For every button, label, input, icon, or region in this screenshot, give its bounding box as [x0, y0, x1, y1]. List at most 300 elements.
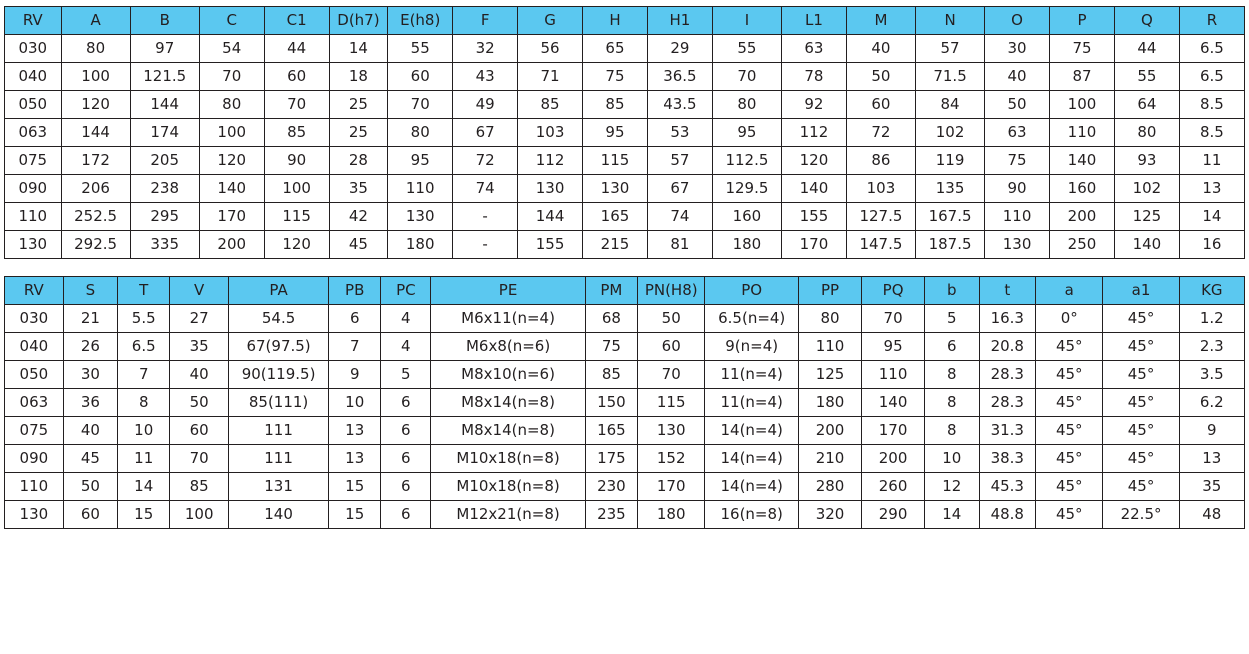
table-cell: 60: [170, 417, 229, 445]
table-cell: 174: [130, 119, 199, 147]
table-cell: 45°: [1103, 417, 1179, 445]
table-cell: 180: [638, 501, 705, 529]
table-cell: 10: [118, 417, 170, 445]
table-cell: 45: [63, 445, 117, 473]
table-cell: 4: [381, 305, 431, 333]
table-cell: 7: [118, 361, 170, 389]
table-cell: 111: [229, 417, 329, 445]
table-cell: 85: [583, 91, 648, 119]
table-cell: 090: [5, 445, 64, 473]
table-cell: 147.5: [846, 231, 915, 259]
table-cell: 187.5: [916, 231, 985, 259]
table-cell: -: [453, 231, 518, 259]
table-cell: 115: [583, 147, 648, 175]
table-2-header-cell: PQ: [862, 277, 925, 305]
table-cell: 40: [985, 63, 1050, 91]
table-cell: 60: [264, 63, 329, 91]
table-cell: 112.5: [712, 147, 781, 175]
table-cell: 075: [5, 417, 64, 445]
table-cell: 28.3: [979, 361, 1036, 389]
table-cell: 75: [985, 147, 1050, 175]
table-cell: 5: [925, 305, 979, 333]
table-cell: 60: [846, 91, 915, 119]
table-2-header-cell: PN(H8): [638, 277, 705, 305]
table-cell: 110: [798, 333, 861, 361]
table-cell: 125: [1114, 203, 1179, 231]
table-cell: 11: [1179, 147, 1244, 175]
table-row: [5, 501, 1245, 529]
table-cell: 6: [381, 501, 431, 529]
table-cell: 70: [388, 91, 453, 119]
table-1-header-cell: D(h7): [329, 7, 388, 35]
table-cell: 115: [638, 389, 705, 417]
table-1-header-cell: P: [1050, 7, 1115, 35]
table-cell: 125: [798, 361, 861, 389]
table-cell: M8x14(n=8): [431, 389, 585, 417]
table-cell: 16.3: [979, 305, 1036, 333]
table-cell: 13: [1179, 445, 1244, 473]
table-cell: 131: [229, 473, 329, 501]
table-cell: 50: [63, 473, 117, 501]
table-cell: 67(97.5): [229, 333, 329, 361]
table-cell: 130: [985, 231, 1050, 259]
table-cell: 210: [798, 445, 861, 473]
table-cell: 100: [199, 119, 264, 147]
table-row: [5, 231, 1245, 259]
table-cell: 16(n=8): [705, 501, 799, 529]
table-cell: 6.5: [1179, 63, 1244, 91]
table-cell: 28.3: [979, 389, 1036, 417]
table-cell: 85: [585, 361, 637, 389]
table-cell: 167.5: [916, 203, 985, 231]
table-cell: 95: [583, 119, 648, 147]
table-cell: 100: [264, 175, 329, 203]
table-2-header-cell: V: [170, 277, 229, 305]
table-cell: 6: [381, 445, 431, 473]
table-cell: 144: [518, 203, 583, 231]
table-cell: 29: [647, 35, 712, 63]
table-cell: 238: [130, 175, 199, 203]
table-cell: 92: [781, 91, 846, 119]
table-cell: M6x8(n=6): [431, 333, 585, 361]
table-cell: 170: [638, 473, 705, 501]
table-cell: 6: [925, 333, 979, 361]
table-cell: 63: [781, 35, 846, 63]
table-cell: 57: [916, 35, 985, 63]
table-cell: 85: [170, 473, 229, 501]
table-cell: 45°: [1036, 389, 1103, 417]
table-row: [5, 305, 1245, 333]
table-cell: 6.2: [1179, 389, 1244, 417]
table-cell: 43: [453, 63, 518, 91]
table-cell: 70: [638, 361, 705, 389]
table-cell: 120: [264, 231, 329, 259]
table-cell: 9: [329, 361, 381, 389]
table-cell: 6.5: [118, 333, 170, 361]
table-cell: 72: [453, 147, 518, 175]
table-1-header-cell: N: [916, 7, 985, 35]
table-cell: 140: [1114, 231, 1179, 259]
table-cell: 72: [846, 119, 915, 147]
table-row: [5, 389, 1245, 417]
table-cell: 180: [712, 231, 781, 259]
table-row: [5, 35, 1245, 63]
table-cell: 85(111): [229, 389, 329, 417]
table-cell: 030: [5, 305, 64, 333]
table-cell: 45°: [1103, 361, 1179, 389]
table-cell: 280: [798, 473, 861, 501]
table-cell: 2.3: [1179, 333, 1244, 361]
table-cell: 320: [798, 501, 861, 529]
table-cell: 31.3: [979, 417, 1036, 445]
table-1-header-cell: R: [1179, 7, 1244, 35]
table-cell: 200: [862, 445, 925, 473]
table-cell: 112: [518, 147, 583, 175]
table-cell: 13: [329, 445, 381, 473]
table-cell: 80: [199, 91, 264, 119]
table-cell: 170: [862, 417, 925, 445]
table-cell: 45°: [1036, 473, 1103, 501]
table-cell: 150: [585, 389, 637, 417]
table-cell: 93: [1114, 147, 1179, 175]
table-cell: 67: [453, 119, 518, 147]
table-cell: 60: [638, 333, 705, 361]
table-cell: 45°: [1103, 389, 1179, 417]
table-cell: 8.5: [1179, 119, 1244, 147]
table-cell: 70: [199, 63, 264, 91]
table-1-header-cell: H: [583, 7, 648, 35]
table-cell: 175: [585, 445, 637, 473]
table-cell: 70: [264, 91, 329, 119]
table-cell: 65: [583, 35, 648, 63]
table-cell: 75: [583, 63, 648, 91]
table-row: [5, 91, 1245, 119]
table-1-header-cell: M: [846, 7, 915, 35]
table-cell: 100: [61, 63, 130, 91]
table-cell: 040: [5, 63, 62, 91]
table-cell: 64: [1114, 91, 1179, 119]
table-cell: 252.5: [61, 203, 130, 231]
table-cell: 40: [170, 361, 229, 389]
table-2-header-cell: t: [979, 277, 1036, 305]
table-cell: 102: [1114, 175, 1179, 203]
table-2-header-cell: RV: [5, 277, 64, 305]
table-2-header-cell: PM: [585, 277, 637, 305]
table-cell: 54.5: [229, 305, 329, 333]
table-cell: 90: [264, 147, 329, 175]
table-cell: 75: [585, 333, 637, 361]
table-2-header-cell: PC: [381, 277, 431, 305]
table-cell: 71.5: [916, 63, 985, 91]
table-cell: 84: [916, 91, 985, 119]
table-cell: 74: [647, 203, 712, 231]
table-cell: 180: [388, 231, 453, 259]
table-cell: 28: [329, 147, 388, 175]
table-2-header-cell: PO: [705, 277, 799, 305]
table-2-header-cell: PB: [329, 277, 381, 305]
table-cell: 22.5°: [1103, 501, 1179, 529]
table-cell: 75: [1050, 35, 1115, 63]
table-cell: 44: [1114, 35, 1179, 63]
table-cell: 0°: [1036, 305, 1103, 333]
table-cell: 112: [781, 119, 846, 147]
table-cell: 075: [5, 147, 62, 175]
table-cell: 50: [846, 63, 915, 91]
table-1-header-cell: G: [518, 7, 583, 35]
table-cell: 30: [985, 35, 1050, 63]
table-cell: 250: [1050, 231, 1115, 259]
table-cell: 206: [61, 175, 130, 203]
table-cell: 25: [329, 119, 388, 147]
table-cell: 90(119.5): [229, 361, 329, 389]
table-cell: 200: [199, 231, 264, 259]
table-cell: 9(n=4): [705, 333, 799, 361]
table-cell: 70: [170, 445, 229, 473]
table-cell: 45°: [1103, 473, 1179, 501]
table-cell: 4: [381, 333, 431, 361]
table-cell: 8: [925, 361, 979, 389]
table-cell: 13: [329, 417, 381, 445]
table-cell: 45°: [1036, 361, 1103, 389]
table-cell: 130: [5, 501, 64, 529]
table-cell: 14(n=4): [705, 473, 799, 501]
table-cell: 165: [585, 417, 637, 445]
table-cell: 170: [781, 231, 846, 259]
table-cell: 110: [862, 361, 925, 389]
table-cell: M8x10(n=6): [431, 361, 585, 389]
table-cell: 130: [638, 417, 705, 445]
table-2-header-row: [5, 277, 1245, 305]
table-1-header-row: [5, 7, 1245, 35]
table-cell: 130: [5, 231, 62, 259]
table-2-header-cell: PA: [229, 277, 329, 305]
table-cell: 6: [381, 417, 431, 445]
table-cell: 030: [5, 35, 62, 63]
table-cell: 60: [388, 63, 453, 91]
table-cell: 43.5: [647, 91, 712, 119]
table-cell: 35: [170, 333, 229, 361]
table-cell: 160: [712, 203, 781, 231]
table-1-header-cell: L1: [781, 7, 846, 35]
table-cell: 230: [585, 473, 637, 501]
table-cell: 11: [118, 445, 170, 473]
table-cell: 172: [61, 147, 130, 175]
table-cell: 54: [199, 35, 264, 63]
table-cell: 180: [798, 389, 861, 417]
table-row: [5, 119, 1245, 147]
table-cell: 25: [329, 91, 388, 119]
table-cell: 36.5: [647, 63, 712, 91]
table-cell: 87: [1050, 63, 1115, 91]
table-cell: 6: [381, 389, 431, 417]
table-cell: 050: [5, 361, 64, 389]
table-cell: 70: [712, 63, 781, 91]
table-row: [5, 63, 1245, 91]
table-cell: 27: [170, 305, 229, 333]
table-1-header-cell: C1: [264, 7, 329, 35]
dimensions-table-2: [4, 276, 1245, 529]
table-cell: 85: [518, 91, 583, 119]
table-cell: 14: [925, 501, 979, 529]
table-cell: 103: [846, 175, 915, 203]
table-cell: 8.5: [1179, 91, 1244, 119]
table-1-header-cell: RV: [5, 7, 62, 35]
table-cell: 102: [916, 119, 985, 147]
table-cell: 80: [61, 35, 130, 63]
table-row: [5, 417, 1245, 445]
table-1-header-cell: H1: [647, 7, 712, 35]
table-row: [5, 473, 1245, 501]
table-cell: 90: [985, 175, 1050, 203]
table-2-header-cell: a1: [1103, 277, 1179, 305]
table-cell: 6: [329, 305, 381, 333]
table-cell: 40: [846, 35, 915, 63]
table-cell: M10x18(n=8): [431, 473, 585, 501]
table-2-header-cell: b: [925, 277, 979, 305]
table-cell: 14(n=4): [705, 445, 799, 473]
table-cell: 155: [781, 203, 846, 231]
table-cell: 80: [712, 91, 781, 119]
table-1-header-cell: C: [199, 7, 264, 35]
table-2-header-cell: T: [118, 277, 170, 305]
table-2-header-cell: S: [63, 277, 117, 305]
table-cell: 45°: [1036, 445, 1103, 473]
table-cell: 121.5: [130, 63, 199, 91]
table-cell: M8x14(n=8): [431, 417, 585, 445]
table-1-header-cell: E(h8): [388, 7, 453, 35]
table-cell: 15: [329, 473, 381, 501]
table-cell: 13: [1179, 175, 1244, 203]
table-cell: 45°: [1103, 445, 1179, 473]
table-cell: 215: [583, 231, 648, 259]
table-cell: 56: [518, 35, 583, 63]
table-2-header-cell: PE: [431, 277, 585, 305]
table-cell: 55: [388, 35, 453, 63]
table-cell: 110: [5, 473, 64, 501]
table-cell: 200: [1050, 203, 1115, 231]
table-cell: 14: [1179, 203, 1244, 231]
table-cell: 80: [388, 119, 453, 147]
table-cell: 40: [63, 417, 117, 445]
table-cell: 50: [170, 389, 229, 417]
table-cell: 30: [63, 361, 117, 389]
table-cell: 144: [61, 119, 130, 147]
table-cell: 8: [118, 389, 170, 417]
table-cell: 135: [916, 175, 985, 203]
table-2-header-cell: KG: [1179, 277, 1244, 305]
table-cell: 45°: [1036, 417, 1103, 445]
table-cell: 111: [229, 445, 329, 473]
table-cell: 100: [1050, 91, 1115, 119]
table-cell: 35: [1179, 473, 1244, 501]
table-cell: 6.5: [1179, 35, 1244, 63]
table-row: [5, 445, 1245, 473]
table-cell: 5.5: [118, 305, 170, 333]
table-cell: 15: [329, 501, 381, 529]
table-cell: 6: [381, 473, 431, 501]
table-cell: 120: [199, 147, 264, 175]
table-cell: 6.5(n=4): [705, 305, 799, 333]
table-cell: 80: [798, 305, 861, 333]
table-cell: 95: [388, 147, 453, 175]
table-row: [5, 147, 1245, 175]
table-cell: 127.5: [846, 203, 915, 231]
table-cell: 50: [638, 305, 705, 333]
dimensions-table-1: [4, 6, 1245, 259]
table-cell: 71: [518, 63, 583, 91]
table-cell: 60: [63, 501, 117, 529]
table-cell: 160: [1050, 175, 1115, 203]
table-cell: 3.5: [1179, 361, 1244, 389]
table-cell: 10: [925, 445, 979, 473]
table-row: [5, 361, 1245, 389]
table-2-header-cell: PP: [798, 277, 861, 305]
table-cell: 9: [1179, 417, 1244, 445]
table-cell: 200: [798, 417, 861, 445]
table-cell: 95: [712, 119, 781, 147]
table-cell: 78: [781, 63, 846, 91]
table-cell: 14(n=4): [705, 417, 799, 445]
table-cell: 45.3: [979, 473, 1036, 501]
table-cell: 45: [329, 231, 388, 259]
table-1-header-cell: B: [130, 7, 199, 35]
table-cell: 68: [585, 305, 637, 333]
table-cell: 140: [229, 501, 329, 529]
table-cell: 050: [5, 91, 62, 119]
table-cell: 86: [846, 147, 915, 175]
table-cell: 205: [130, 147, 199, 175]
table-cell: 15: [118, 501, 170, 529]
table-cell: 67: [647, 175, 712, 203]
table-cell: 295: [130, 203, 199, 231]
table-cell: 12: [925, 473, 979, 501]
table-cell: 55: [1114, 63, 1179, 91]
table-cell: 95: [862, 333, 925, 361]
table-cell: 260: [862, 473, 925, 501]
table-cell: 130: [388, 203, 453, 231]
table-cell: 80: [1114, 119, 1179, 147]
table-cell: 110: [985, 203, 1050, 231]
table-cell: 144: [130, 91, 199, 119]
table-cell: 18: [329, 63, 388, 91]
table-cell: 36: [63, 389, 117, 417]
table-cell: 110: [388, 175, 453, 203]
table-cell: 063: [5, 119, 62, 147]
table-cell: 063: [5, 389, 64, 417]
table-cell: 14: [118, 473, 170, 501]
table-cell: 11(n=4): [705, 389, 799, 417]
table-cell: 170: [199, 203, 264, 231]
table-cell: 119: [916, 147, 985, 175]
table-cell: 26: [63, 333, 117, 361]
table-cell: -: [453, 203, 518, 231]
table-cell: 38.3: [979, 445, 1036, 473]
table-cell: 140: [199, 175, 264, 203]
table-cell: 63: [985, 119, 1050, 147]
table-cell: M12x21(n=8): [431, 501, 585, 529]
table-cell: 110: [5, 203, 62, 231]
table-cell: 35: [329, 175, 388, 203]
table-cell: 100: [170, 501, 229, 529]
table-cell: 129.5: [712, 175, 781, 203]
table-cell: 10: [329, 389, 381, 417]
table-cell: 45°: [1103, 333, 1179, 361]
table-cell: 20.8: [979, 333, 1036, 361]
table-cell: 120: [781, 147, 846, 175]
table-1-header-cell: F: [453, 7, 518, 35]
table-cell: 50: [985, 91, 1050, 119]
table-cell: 140: [1050, 147, 1115, 175]
